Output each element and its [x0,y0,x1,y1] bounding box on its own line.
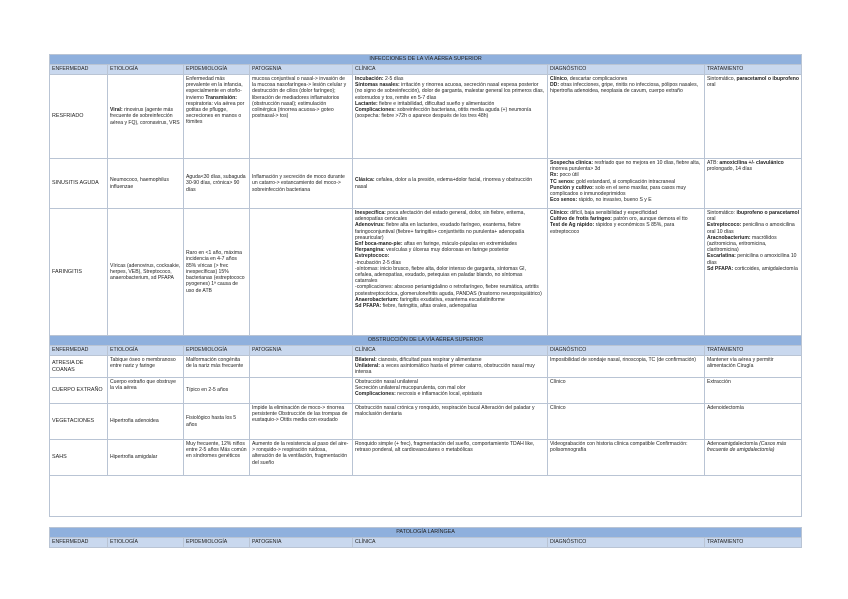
pathology-table [49,54,802,548]
blank-row [50,476,802,517]
table-row-atresia [50,356,802,378]
header-cell: PATOGENIA [250,346,353,356]
epidemiology-cell: Aguda<30 días, subaguda 30-90 días, crónica> 90 días [184,159,250,209]
header-cell: ETIOLOGÍA [108,346,184,356]
clinical-cell: Obstrucción nasal crónica y ronquido, respiración bucal Alteración del paladar y maloclusión dentaria [353,404,548,440]
header-cell: ETIOLOGÍA [108,65,184,75]
header-cell: DIAGNÓSTICO [548,538,705,548]
disease-name: FARINGITIS [50,209,108,336]
epidemiology-cell: Enfermedad más prevalente en la infancia, especialmente en otoño-invierno Transmisión: respiratoria: vía aérea por gotitas de pflugge, secreciones en manos o fómites [184,75,250,159]
disease-name: SINUSITIS AGUDA [50,159,108,209]
header-cell: EPIDEMIOLOGÍA [184,65,250,75]
treatment-cell: Sintomático, paracetamol o ibuprofeno oral [705,75,802,159]
header-cell: PATOGENIA [250,538,353,548]
etiology-cell: Neumococo, haemophilus influenzae [108,159,184,209]
pathogenesis-cell: mucosa conjuntival o nasal-> invasión de la mucosa nasofaríngea-> lesión celular y destrucción de cilios (dolor faríngeo); liberación de mediadores inflamatorios (obstrucción nasal); estimulación colinérgica (rinorrea acuosa-> goteo postnasal-> tos) [250,75,353,159]
header-cell: ENFERMEDAD [50,65,108,75]
pathogenesis-cell [250,378,353,404]
etiology-cell: Viral: rinovirus (agente más frecuente de sobreinfección aérea y FQ), coronavirus, VRS [108,75,184,159]
pathogenesis-cell: Aumento de la resistencia al paso del aire-> ronquido-> respiración ruidosa, alteración de la ventilación, fragmentación del sueño [250,440,353,476]
header-cell: ETIOLOGÍA [108,538,184,548]
treatment-cell: Adenoidectomía [705,404,802,440]
header-cell: TRATAMIENTO [705,65,802,75]
treatment-cell: Mantener vía aérea y permitir alimentación Cirugía [705,356,802,378]
epidemiology-cell: Malformación congénita de la nariz más frecuente [184,356,250,378]
section-banner-upper [50,55,802,65]
header-cell: CLÍNICA [353,346,548,356]
header-cell: DIAGNÓSTICO [548,65,705,75]
diagnosis-cell: Clínico: difícil, baja sensibilidad y especificidad Cultivo de frotis faríngeo: patrón oro, aunque demora el tto Test de Ag rápido: rápidos y económicos S 85%, para estreptococo [548,209,705,336]
section-title: INFECCIONES DE LA VÍA AÉREA SUPERIOR [50,55,802,65]
etiology-cell: Víricas (adenovirus, cocksakie, herpes, VEB), Streptococo, anaerobacterium, sd PFAPA [108,209,184,336]
header-cell: TRATAMIENTO [705,346,802,356]
epidemiology-cell: Fisiológico hasta los 5 años [184,404,250,440]
clinical-cell: Inespecífica: poca afectación del estado general, dolor, sin fiebre, eritema, adenopatías cervicales Adenovirus: fiebre alta en lactantes, exudado faríngeo, exantema, fiebre faringoconjuntival (fiebre+ faringitis+ conjuntivitis no purulenta+ adenopatía preauricular) Enf boca-mano-pie: aftas en faringe, máculo-pápulas en extremidades Herpangina: vesículas y úlceras muy dolorosas en faringe posterior Estreptococo: -incubación 2-5 días -síntomas: inicio brusco, fiebre alta, dolor intenso de garganta, síntomas GI, cefalea, adenopatías, exudado, petequias en paladar blando, no síntomas catarrales -complicaciones: absceso periamigdalino o retrofaríngeo, fiebre reumática, artritis postestreptocócica, glomerulonefritis aguda, PANDAS (trastorno neuropsiquiátrico) Anaerobacterium: faringitis exudativa, exantema escarlatiniforme Sd PFAPA: fiebre, faringitis, aftas orales, adenopatías [353,209,548,336]
header-row [50,346,802,356]
clinical-cell: Bilateral: cianosis, dificultad para respirar y alimentarse Unilateral: a veces asintomático hasta el primer catarro, obstrucción nasal muy intensa [353,356,548,378]
table-row-cuerpo-extrano [50,378,802,404]
clinical-cell: Ronquido simple (+ frec), fragmentación del sueño, comportamiento TDAH like, retraso ponderal, alt cardiovasculares o metabólicas [353,440,548,476]
table-row-resfriado [50,75,802,159]
etiology-cell: Hipertrofia adenoidea [108,404,184,440]
header-cell: PATOGENIA [250,65,353,75]
section-title: PATOLOGÍA LARÍNGEA [50,528,802,538]
epidemiology-cell: Muy frecuente, 12% niños entre 2-5 años Más común en síndromes genéticos [184,440,250,476]
header-cell: TRATAMIENTO [705,538,802,548]
pathogenesis-cell: Inflamación y secreción de moco durante un catarro-> estancamiento del moco-> sobreinfección bacteriana [250,159,353,209]
diagnosis-cell: Clínico, descartar complicaciones DD: otras infecciones, gripe, rinitis no infecciosa, pólipos nasales, hipertrofia adenoidea, neoplasia de cavum, cuerpo extraño [548,75,705,159]
section-title: OBSTRUCCIÓN DE LA VÍA AÉREA SUPERIOR [50,336,802,346]
disease-name: ATRESIA DE COANAS [50,356,108,378]
etiology-cell: Cuerpo extraño que obstruye la vía aérea [108,378,184,404]
clinical-cell: Incubación: 2-5 días Síntomas nasales: irritación y rinorrea acuosa, secreción nasal espesa posterior (no signo de sobreinfección), dolor de garganta, malestar general los primeros días, estornudos y tos, remite en 5-7 días Lactante: fiebre e irritabilidad, dificultad sueño y alimentación Complicaciones: sobreinfección bacteriana, otitis media aguda (+) neumonía (sospecha: fiebre >72h o aparece después de los tres 48h) [353,75,548,159]
disease-name: SAHS [50,440,108,476]
header-cell: DIAGNÓSTICO [548,346,705,356]
treatment-cell: ATB: amoxicilina +/- clavulánico prolongado, 14 días [705,159,802,209]
header-cell: ENFERMEDAD [50,346,108,356]
table-row-vegetaciones [50,404,802,440]
clinical-cell: Clásica: cefalea, dolor a la presión, edema+dolor facial, rinorrea y obstrucción nasal [353,159,548,209]
treatment-cell: Extracción [705,378,802,404]
epidemiology-cell: Típico en 2-5 años [184,378,250,404]
header-cell: CLÍNICA [353,538,548,548]
diagnosis-cell: Clínico [548,378,705,404]
header-row [50,65,802,75]
disease-name: VEGETACIONES [50,404,108,440]
table-row-faringitis [50,209,802,336]
etiology-cell: Hipertrofia amigdalar [108,440,184,476]
header-cell: CLÍNICA [353,65,548,75]
diagnosis-cell: Imposibilidad de sondaje nasal, rinoscopia, TC (de confirmación) [548,356,705,378]
treatment-cell: Sintomático: ibuprofeno o paracetamol oral Estreptococo: penicilina o amoxicilina oral 10 días Aracnobacterium: macrólidos (azitromicina, eritromicina, claritromicina) Escarlatina: penicilina o amoxicilina 10 días Sd PFAPA: corticoides, amigdalectomía [705,209,802,336]
treatment-cell: Adenoamigdalectomía (Casos más frecuente de amigdalectomía) [705,440,802,476]
pathogenesis-cell [250,356,353,378]
disease-name: CUERPO EXTRAÑO [50,378,108,404]
epidemiology-cell: Raro en <1 año, máxima incidencia en 4-7 años 85% víricas (> frec inespecíficas) 15% bacterianas (estreptococo pyogenes) 1ª causa de uso de ATB [184,209,250,336]
header-cell: ENFERMEDAD [50,538,108,548]
disease-name: RESFRIADO [50,75,108,159]
table-row-sinusitis [50,159,802,209]
header-cell: EPIDEMIOLOGÍA [184,538,250,548]
diagnosis-cell: Videograbación con historia clínica compatible Confirmación: polisomnografía [548,440,705,476]
etiology-cell: Tabique óseo o membranoso entre nariz y faringe [108,356,184,378]
gap-row [50,517,802,528]
header-row [50,538,802,548]
diagnosis-cell: Sospecha clínica: resfriado que no mejora en 10 días, fiebre alta, rinorrea purulenta> 3d Rx: poco útil TC senos: gold estandard, si complicación intracraneal Punción y cultivo: solo en el seno maxilar, para casos muy complicados o inmunodeprimidos Eco senos: rápido, no invasivo, bueno S y E [548,159,705,209]
clinical-cell: Obstrucción nasal unilateral Secreción unilateral mucopurulenta, con mal olor Complicaciones: necrosis e inflamación local, epistaxis [353,378,548,404]
pathogenesis-cell [250,209,353,336]
pathogenesis-cell: Impide la eliminación de moco-> rinorrea persistente Obstrucción de las trompas de eustaquio-> Otitis media con exudado [250,404,353,440]
diagnosis-cell: Clínico [548,404,705,440]
section-banner-obstruction [50,336,802,346]
section-banner-larynx [50,528,802,538]
table-row-sahs [50,440,802,476]
document-page [49,54,801,548]
header-cell: EPIDEMIOLOGÍA [184,346,250,356]
